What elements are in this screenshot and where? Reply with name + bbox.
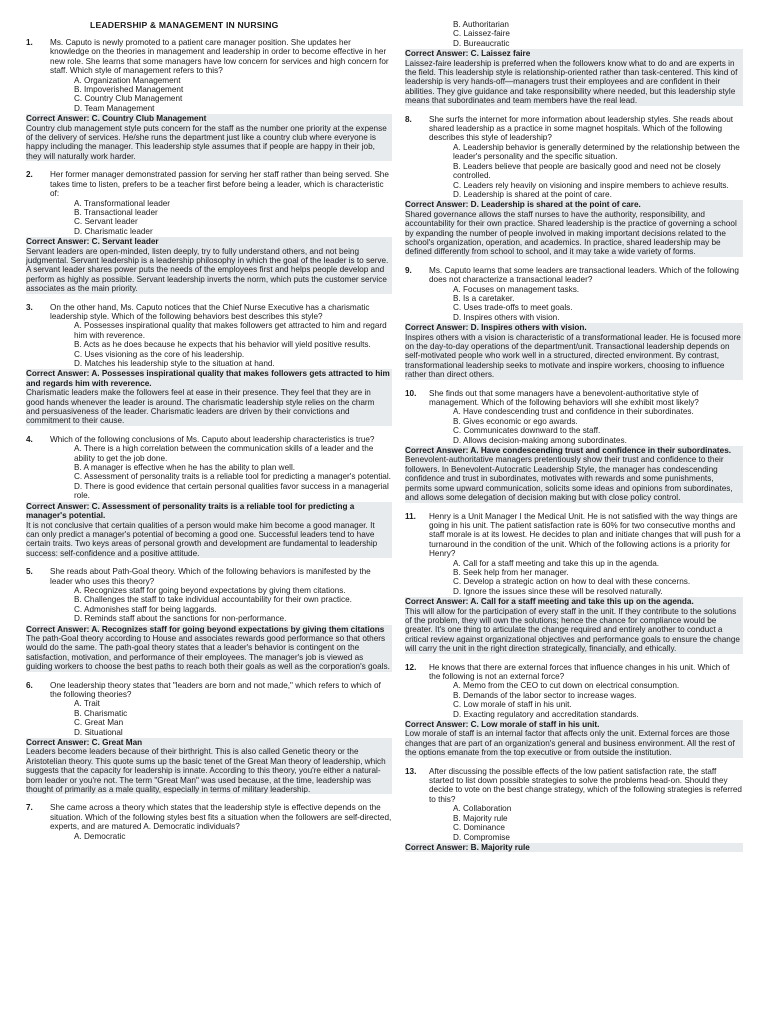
answer-option: A. Call for a staff meeting and take this up in the agenda. (453, 558, 660, 568)
answer-block (405, 843, 743, 852)
question-number: 2. (26, 170, 33, 180)
question-text: After discussing the possible effects of the low patient satisfaction rate, the staff started to list down possible strategies to solve the problems head-on. Should they decide to vote on the best change strategy, which of the following strategies is referred to this? (429, 766, 742, 804)
answer-explanation: Low morale of staff is an internal factor that affects only the unit. External forces are those changes that are part of an organization's general and business environment. All the rest of the options emanate from the top executive or from outside the institution. (405, 729, 735, 758)
question-gap (26, 794, 392, 803)
answer-options (429, 143, 743, 199)
answer-option: A. Recognizes staff for going beyond expectations by giving them citations. (74, 585, 346, 595)
answer-option: B. Demands of the labor sector to increase wages. (453, 690, 637, 700)
question-text: She surfs the internet for more information about leadership styles. She reads about shared leadership as a practice in some magnet hospitals. Which of the following describes this style of leadership? (429, 114, 734, 143)
correct-answer-label: Correct Answer: C. Servant leader (26, 237, 159, 247)
question-item (26, 303, 392, 369)
question-item (26, 567, 392, 623)
correct-answer-label: Correct Answer: C. Assessment of personality traits is a reliable tool for predicting a manager's potential. (26, 501, 355, 521)
question-number: 12. (405, 662, 417, 672)
question-gap (405, 106, 743, 115)
question-item (405, 663, 743, 719)
answer-block (405, 597, 743, 653)
question-number: 7. (26, 803, 33, 813)
answer-option: C. Country Club Management (74, 94, 183, 104)
correct-answer-label: Correct Answer: C. Low morale of staff in his unit. (405, 720, 600, 730)
question-text: Ms. Caputo is newly promoted to a patient care manager position. She updates her knowledge on the theories in management and leadership in order to become effective in her new role. She learns that some managers have low concern for services and high concern for staff. Which style of management refers to this? (50, 38, 389, 76)
question-number: 3. (26, 302, 33, 312)
question-text: She finds out that some managers have a benevolent-authoritative style of management. Which of the following behaviors will she exhibit most likely? (429, 388, 699, 408)
answer-explanation: Country club management style puts concern for the staff as the number one priority at the expense of the delivery of services. He/she runs the department just like a country club where everyone is happy including the manager. This leadership style assumes that if people are happy in their job, they will naturally work harder. (26, 123, 387, 161)
answer-option: B. Challenges the staff to take individual accountability for their own practice. (74, 595, 352, 605)
answer-option: A. Focuses on management tasks. (453, 284, 580, 294)
answer-option: C. Laissez-faire (453, 29, 510, 39)
answer-option: C. Dominance (453, 823, 505, 833)
question-gap (405, 758, 743, 767)
answer-option: B. Impoverished Management (74, 85, 184, 95)
question-gap (26, 558, 392, 567)
question-item (405, 389, 743, 445)
answer-option: B. Majority rule (453, 813, 508, 823)
answer-option: B. Acts as he does because he expects that his behavior will yield positive results. (74, 340, 371, 350)
answer-option: D. Exacting regulatory and accreditation standards. (453, 709, 639, 719)
answer-explanation: Inspires others with a vision is characteristic of a transformational leader. He is focused more on the day-to-day operations of the department/unit. Transactional leadership depends on self-motivated people who work well in a structured, directed environment. By contrast, transformational leadership seeks to motivate and inspire workers, choosing to influence rather than direct others. (405, 332, 741, 380)
question-text: She reads about Path-Goal theory. Which of the following behaviors is manifested by the leader who uses this theory? (50, 567, 371, 586)
answer-option: D. Matches his leadership style to the situation at hand. (74, 359, 275, 368)
answer-block (405, 49, 743, 105)
answer-option: C. Develop a strategic action on how to deal with these concerns. (453, 577, 691, 587)
left-column (26, 38, 392, 841)
question-number: 9. (405, 265, 412, 275)
answer-option: C. Communicates downward to the staff. (453, 426, 601, 436)
question-gap (26, 161, 392, 170)
answer-option: A. Collaboration (453, 804, 512, 814)
answer-options (429, 681, 743, 719)
question-number: 4. (26, 434, 33, 444)
answer-explanation: Laissez-faire leadership is preferred when the followers know what to do and are experts in the field. This leadership style is relationship-oriented rather than task-centered. This kind of leadership is very hands-off—managers trust their employees and are confident in their abilities. They give guidance and take responsibility where needed, but this leadership style means that subordinates and team members have the real lead. (405, 58, 738, 106)
correct-answer-label: Correct Answer: D. Inspires others with vision. (405, 323, 587, 333)
question-text: Her former manager demonstrated passion for serving her staff rather than being served. She takes time to listen, prefers to be a teacher first before being a leader, which is characteristic of: (50, 170, 389, 199)
question-item (26, 803, 392, 841)
correct-answer-label: Correct Answer: A. Recognizes staff for going beyond expectations by giving them citations (26, 624, 385, 634)
answer-option: A. Leadership behavior is generally determined by the relationship between the leader's personality and the specific situation. (453, 142, 740, 162)
question-gap (26, 294, 392, 303)
question-number: 8. (405, 114, 412, 124)
correct-answer-label: Correct Answer: C. Great Man (26, 738, 143, 748)
question-text: One leadership theory states that "leaders are born and not made," which refers to which of the following theories? (50, 680, 381, 699)
correct-answer-label: Correct Answer: C. Country Club Management (26, 114, 207, 124)
correct-answer-label: Correct Answer: A. Call for a staff meeting and take this up on the agenda. (405, 597, 694, 607)
answer-options (429, 559, 743, 597)
question-text: Henry is a Unit Manager I the Medical Unit. He is not satisfied with the way things are going in his unit. The patient satisfaction rate is 60% for two consecutive months and staff morale is at its lowest. He decides to plan and initiate changes that will push for a turnaround in the condition of the unit. Which of the following actions is a priority for Henry? (429, 511, 741, 559)
question-number: 11. (405, 511, 416, 521)
answer-option: C. Uses visioning as the core of his leadership. (74, 349, 245, 359)
question-item (405, 266, 743, 322)
answer-option: B. Authoritarian (453, 20, 509, 29)
answer-explanation: The path-Goal theory according to House and associates rewards good performance so that others would do the same. The path-goal theory states that a leader's behavior is contingent on the satisfaction, motivation, and performance of their employees. The manager's job is viewed as guiding workers to choose the best paths to reach both their goals as well as the corporation's goals. (26, 633, 390, 672)
answer-explanation: Benevolent-authoritative managers pretentiously show their trust and confidence to their followers. In Benevolent-Autocratic Leadership Style, the manager has condescending confidence and trust in subordinates, motivates with rewards and some punishments, permits some upward communication, solicits some ideas and opinions from subordinates, and allows some delegation of decision making but with close policy control. (405, 455, 733, 503)
answer-option: D. Compromise (453, 832, 510, 842)
answer-option: B. Gives economic or ego awards. (453, 416, 578, 426)
answer-option: C. Leaders rely heavily on visioning and inspire members to achieve results. (453, 180, 729, 190)
answer-block (26, 114, 392, 161)
answer-options (50, 76, 392, 114)
answer-option: D. Bureaucratic (453, 38, 510, 48)
question-item (26, 170, 392, 236)
answer-block (26, 738, 392, 794)
answer-option: D. Ignore the issues since these will be resolved naturally. (453, 586, 663, 596)
answer-options (50, 321, 392, 368)
answer-options (429, 804, 743, 842)
answer-option: D. Reminds staff about the sanctions for non-performance. (74, 614, 287, 624)
answer-options (50, 586, 392, 624)
answer-options (429, 407, 743, 445)
question-item (26, 681, 392, 737)
answer-option: D. Allows decision-making among subordinates. (453, 435, 627, 445)
answer-block (405, 446, 743, 502)
right-column (405, 20, 743, 852)
answer-option: C. Assessment of personality traits is a reliable tool for predicting a manager's potential. (74, 472, 391, 482)
correct-answer-label: Correct Answer: C. Laissez faire (405, 49, 531, 59)
answer-explanation: It is not conclusive that certain qualities of a person would make him become a good manager. It can only predict a manager's potential of becoming a good one. Successful leaders tend to have certain traits. Two keys areas of personal growth and development are fundamental to leadership success: self-confidence and a positive attitude. (26, 520, 378, 558)
question-gap (26, 672, 392, 681)
question-number: 6. (26, 680, 33, 690)
question-gap (405, 380, 743, 389)
answer-explanation: Shared governance allows the staff nurses to have the authority, responsibility, and accountability for their own practice. Shared leadership is the practice of governing a school by expanding the number of people involved in making important decisions related to the school's organization, operation, and academics. In practice, shared leadership may be defined differently from school to school, and it may take a wide variety of forms. (405, 209, 737, 257)
question-text: Ms. Caputo learns that some leaders are transactional leaders. Which of the following does not characterize a transactional leader? (429, 265, 739, 285)
question-gap (26, 426, 392, 435)
answer-options (429, 20, 743, 48)
answer-option: A. Memo from the CEO to cut down on electrical consumption. (453, 681, 680, 691)
question-text: He knows that there are external forces that influence changes in his unit. Which of the following is not an external force? (429, 662, 730, 681)
answer-option: D. Situational (74, 727, 123, 737)
answer-block (26, 237, 392, 293)
answer-option: A. Possesses inspirational quality that makes followers get attracted to him and regard him with reverence. (74, 321, 387, 340)
answer-option: B. Is a caretaker. (453, 293, 515, 303)
answer-options (50, 699, 392, 737)
answer-option: B. A manager is effective when he has the ability to plan well. (74, 463, 296, 473)
answer-option: C. Great Man (74, 718, 124, 728)
question-text: On the other hand, Ms. Caputo notices that the Chief Nurse Executive has a charismatic leadership style. Which of the following behaviors best describes this style? (50, 302, 370, 321)
answer-option: B. Transactional leader (74, 207, 158, 217)
answer-option: A. Trait (74, 699, 100, 709)
answer-option: D. Team Management (74, 103, 155, 113)
answer-option: A. Have condescending trust and confidence in their subordinates. (453, 407, 694, 417)
correct-answer-label: Correct Answer: A. Possesses inspirational quality that makes followers gets attracted to him and regards him with reverence. (26, 369, 390, 388)
answer-block (26, 502, 392, 558)
question-item (26, 435, 392, 501)
answer-block (405, 720, 743, 758)
question-number: 13. (405, 766, 417, 776)
correct-answer-label: Correct Answer: B. Majority rule (405, 842, 530, 852)
answer-option: A. Transformational leader (74, 198, 171, 208)
answer-option: C. Servant leader (74, 217, 138, 227)
answer-block (405, 323, 743, 379)
answer-options (429, 285, 743, 323)
question-item (26, 38, 392, 113)
question-text: She came across a theory which states that the leadership style is effective depends on the situation. Which of the following styles best fits a situation when the followers are self-directed, experts, and are matured A. Democratic individuals? (50, 803, 392, 832)
question-number: 1. (26, 38, 33, 47)
answer-option: D. Charismatic leader (74, 226, 153, 236)
answer-explanation: This will allow for the participation of every staff in the unit. If they contribute to the solutions of the problem, they will own the solutions; hence the chance for compliance would be greater. It's one thing to articulate the change required and entirely another to conduct a critical review against organizational objectives and performance goals to ensure the change will carry the unit in the right direction strategically, financially, and ethically. (405, 606, 740, 654)
question-gap (405, 257, 743, 266)
answer-option: B. Seek help from her manager. (453, 567, 569, 577)
answer-option: D. Leadership is shared at the point of care. (453, 189, 612, 199)
answer-block (26, 625, 392, 672)
question-gap (405, 654, 743, 663)
question-item (405, 767, 743, 842)
answer-block (26, 369, 392, 425)
question-item (405, 20, 743, 48)
answer-option: A. Democratic (74, 831, 126, 841)
answer-block (405, 200, 743, 256)
answer-option: A. There is a high correlation between the communication skills of a leader and the ability to get the job done. (74, 444, 374, 463)
question-number: 10. (405, 388, 417, 398)
answer-options (50, 199, 392, 237)
answer-option: C. Uses trade-offs to meet goals. (453, 303, 573, 313)
question-gap (405, 503, 743, 512)
answer-option: C. Low morale of staff in his unit. (453, 700, 572, 710)
question-item (405, 512, 743, 597)
question-number: 5. (26, 567, 33, 577)
answer-option: D. There is good evidence that certain personal qualities favor success in a managerial role. (74, 481, 389, 501)
answer-explanation: Leaders become leaders because of their birthright. This is also called Genetic theory or the Aristotelian theory. This quote sums up the basic tenet of the Great Man theory of leadership, which suggests that the capacity for leadership is innate. According to this theory, you're either a natural-born leader or you're not. The term "Great Man" was used because, at the time, leadership was thought of primarily as a male quality, especially in terms of military leadership. (26, 747, 386, 795)
answer-explanation: Charismatic leaders make the followers feel at ease in their presence. They feel that they are in good hands whenever the leader is around. The charismatic leadership style relies on the charm and persuasiveness of the leader. Charismatic leaders are driven by their convictions and commitment to their cause. (26, 388, 375, 426)
answer-options (50, 832, 392, 841)
answer-option: D. Inspires others with vision. (453, 312, 560, 322)
correct-answer-label: Correct Answer: D. Leadership is shared at the point of care. (405, 200, 641, 210)
correct-answer-label: Correct Answer: A. Have condescending trust and confidence in their subordinates. (405, 446, 732, 456)
answer-option: B. Leaders believe that people are basically good and need not be closely controlled. (453, 161, 721, 181)
answer-options (50, 444, 392, 500)
answer-explanation: Servant leaders are open-minded, listen deeply, try to fully understand others, and not being judgmental. Servant leadership is a leadership philosophy in which the goal of the leader is to serve. A servant leader shares power puts the needs of the employees first and helps people develop and perform as highly as possible. Servant leadership inverts the norm, which puts the customer service associates as the main priority. (26, 246, 389, 294)
question-item (405, 115, 743, 200)
answer-option: C. Admonishes staff for being laggards. (74, 604, 217, 614)
page-title: LEADERSHIP & MANAGEMENT IN NURSING (90, 20, 279, 30)
question-text: Which of the following conclusions of Ms. Caputo about leadership characteristics is true? (50, 434, 375, 444)
answer-option: A. Organization Management (74, 75, 181, 85)
answer-option: B. Charismatic (74, 708, 128, 718)
